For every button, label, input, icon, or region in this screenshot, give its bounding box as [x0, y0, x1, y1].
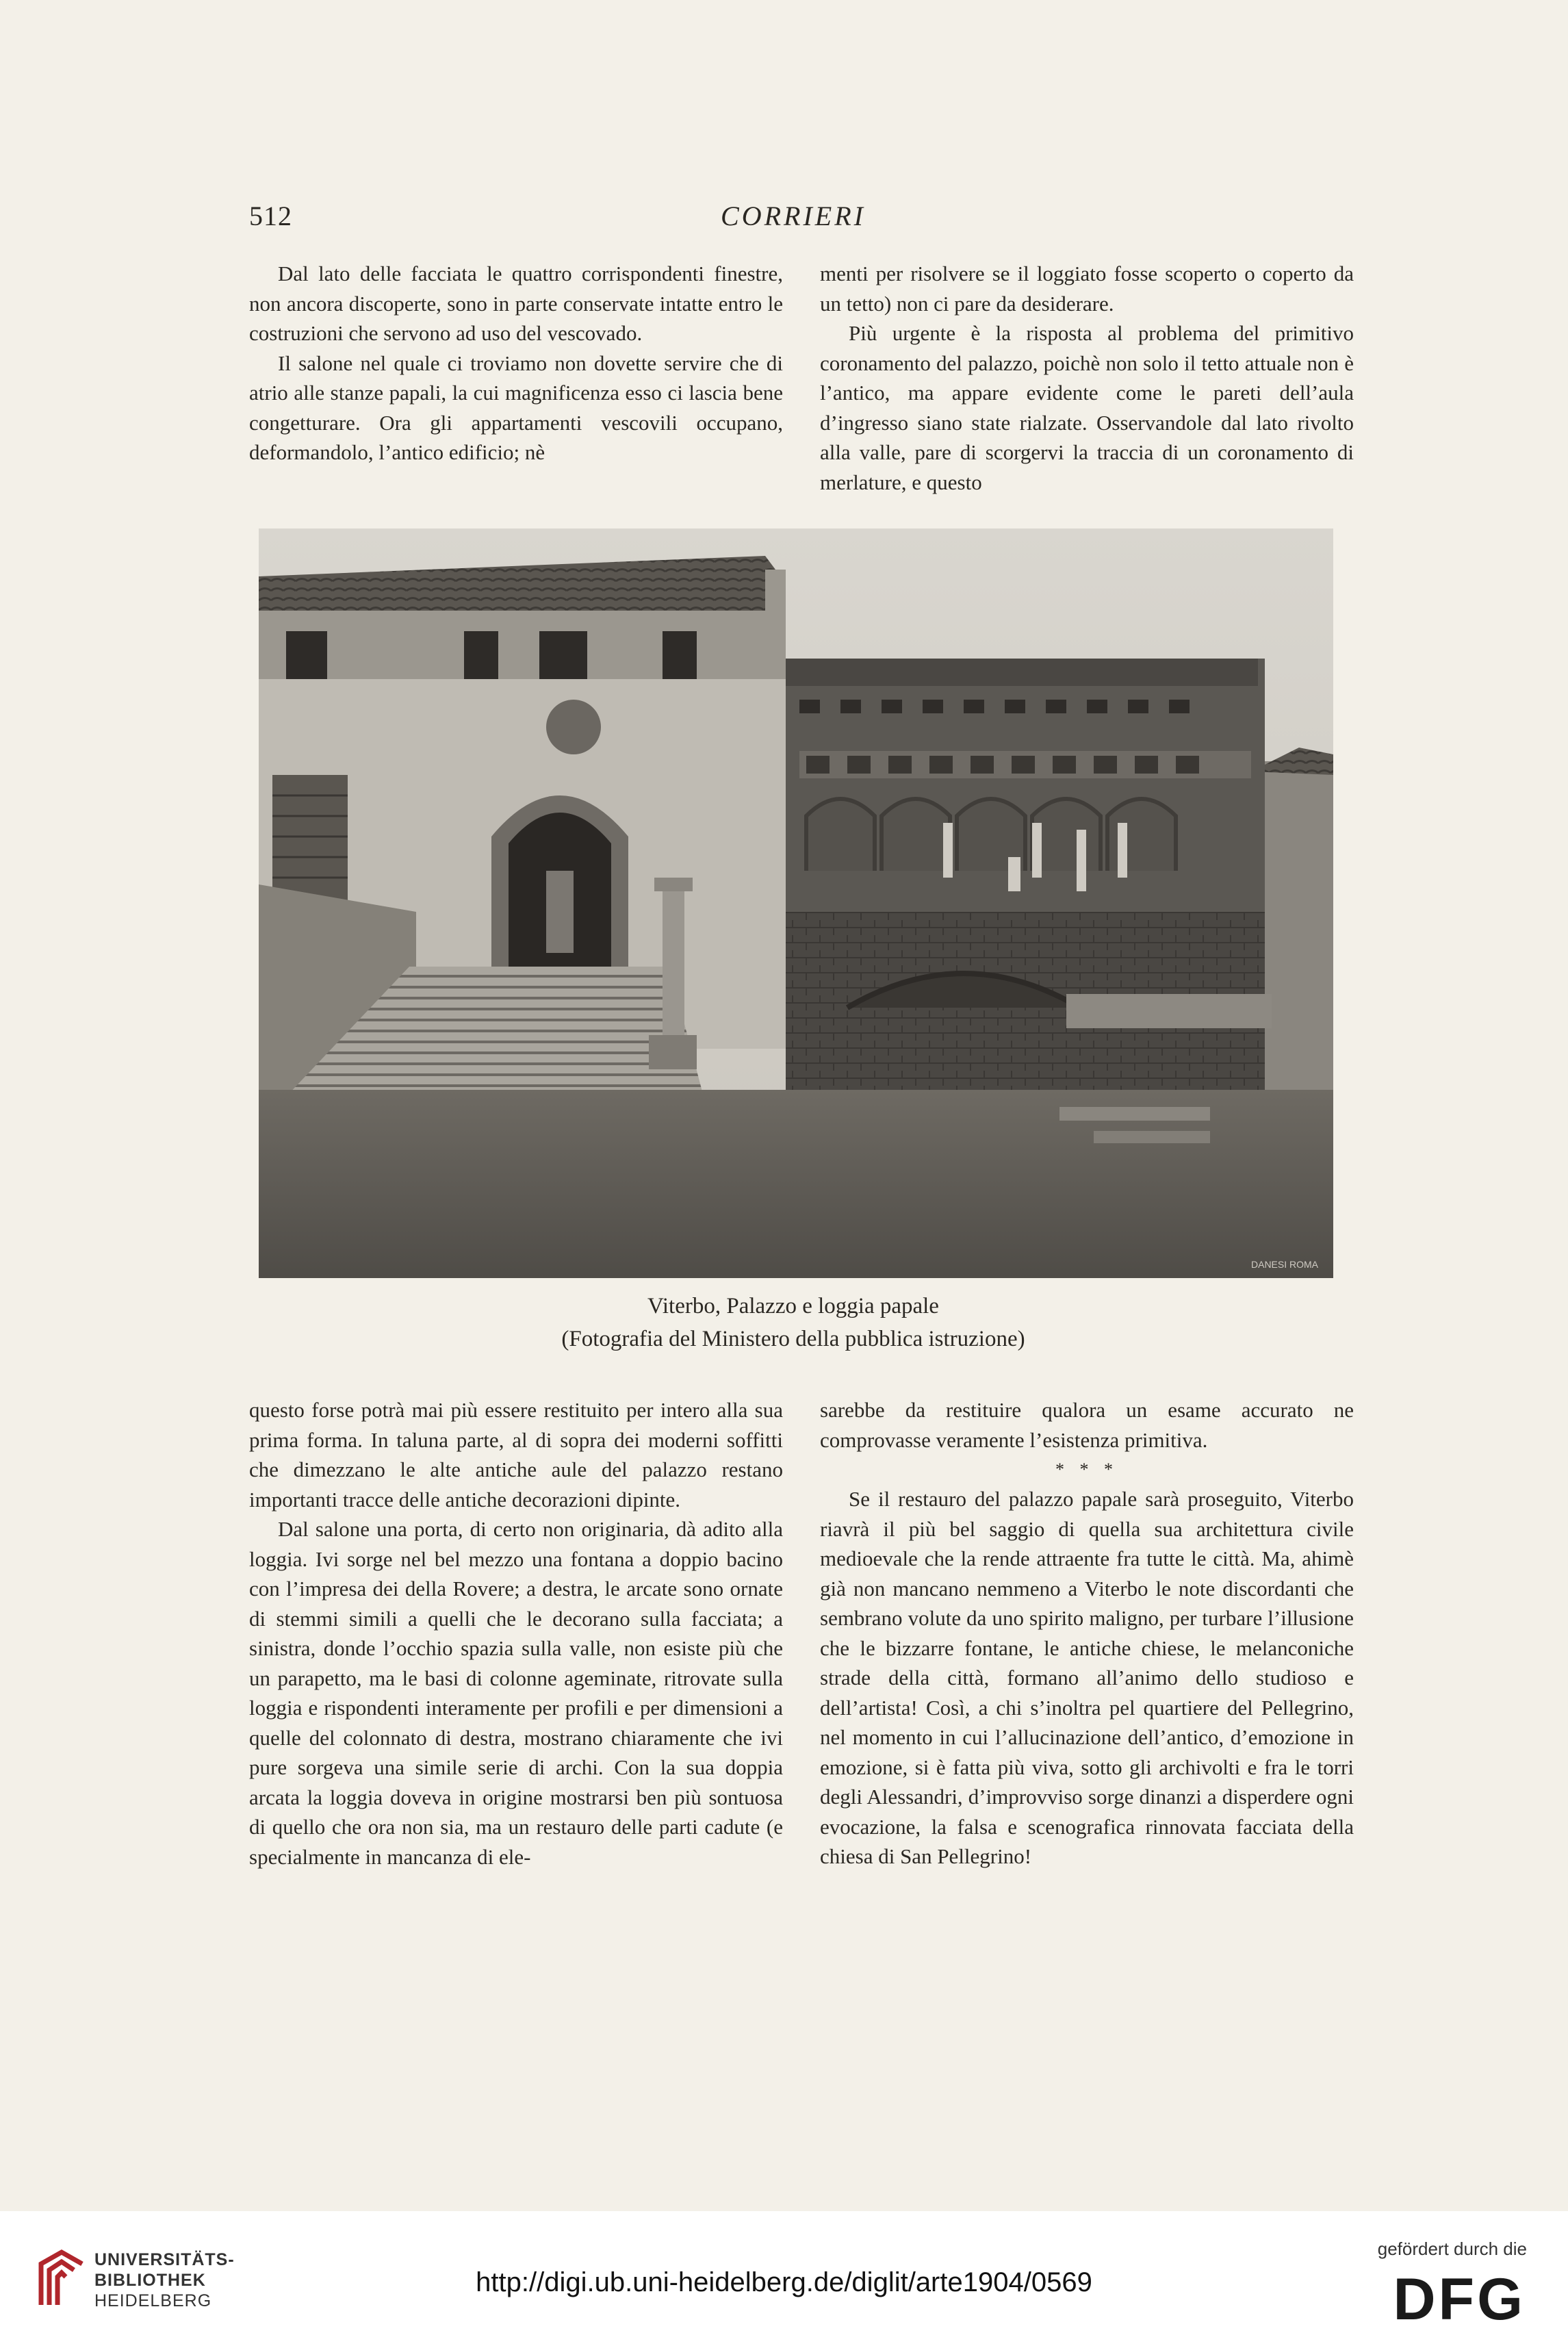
column-bottom-right: [820, 1395, 1354, 1872]
column-top-left: [249, 259, 783, 468]
caption-title: Viterbo, Palazzo e loggia papale: [647, 1294, 939, 1318]
photo-credit: DANESI ROMA: [1251, 1259, 1319, 1270]
paragraph: Dal salone una porta, di certo non originaria, dà adito alla loggia. Ivi sorge nel bel mezzo una fontana a doppio bacino con l’impresa dei della Rovere; a destra, le arcate sono ornate di stemmi simili a quelli che le decorano sulla facciata; a sinistra, donde l’occhio spazia sulla valle, non esiste più che un parapetto, ma le basi di colonne ageminate, ritrovate sulla loggia e rispondenti interamente per profili e per dimensioni a quelle del colonnato di destra, mostrano chiaramente che ivi pure sorgeva una simile serie di archi. Con la sua doppia arcata la loggia doveva in origine mostrarsi ben più sontuosa di quello che ora non sia, ma un restauro delle parti cadute (e specialmente in mancanza di ele-: [249, 1517, 783, 1869]
dfg-logo: DFG: [1393, 2267, 1526, 2332]
digitization-footer: [0, 2211, 1568, 2346]
library-name-line: BIBLIOTHEK: [94, 2271, 206, 2290]
funding-text: gefördert durch die: [1377, 2239, 1527, 2259]
permalink-url[interactable]: http://digi.ub.uni-heidelberg.de/diglit/arte1904/0569: [476, 2267, 1092, 2297]
paragraph: sarebbe da restituire qualora un esame accurato ne comprovasse veramente l’esistenza primitiva.: [820, 1398, 1354, 1452]
library-name-line: UNIVERSITÄTS-: [94, 2250, 235, 2269]
paragraph: Il salone nel quale ci troviamo non dovette servire che di atrio alle stanze papali, la cui magnificenza esso ci lascia bene congetturare. Ora gli appartamenti vescovili occupano, deformandolo, l’antico edificio; nè: [249, 350, 783, 464]
paragraph: questo forse potrà mai più essere restituito per intero alla sua prima forma. In taluna parte, al di sopra dei moderni soffitti che dimezzano le alte antiche aule del palazzo restano importanti tracce delle antiche decorazioni dipinte.: [249, 1398, 783, 1512]
section-separator: * * *: [1055, 1459, 1118, 1479]
column-bottom-left: [249, 1395, 783, 1872]
running-title: CORRIERI: [721, 201, 866, 231]
column-top-right: [820, 259, 1354, 497]
page-header: [249, 200, 1337, 241]
paragraph: Più urgente è la risposta al problema del primitivo coronamento del palazzo, poichè non solo il tetto attuale non è l’antico, ma appare evidente come le pareti dell’aula d’ingresso siano state rialzate. Osservandole dal lato rivolto alla valle, pare di scorgervi la traccia di un coronamento di merlature, e questo: [820, 321, 1354, 494]
library-name-line: HEIDELBERG: [94, 2291, 212, 2310]
caption-credit: (Fotografia del Ministero della pubblica istruzione): [561, 1327, 1025, 1351]
paragraph: menti per risolvere se il loggiato fosse scoperto o coperto da un tetto) non ci pare da desiderare.: [820, 262, 1354, 316]
paragraph: Se il restauro del palazzo papale sarà proseguito, Viterbo riavrà il più bel saggio di quella sua architettura civile medioevale che la rende attraente fra tutte le città. Ma, ahimè già non mancano nemmeno a Viterbo le note discordanti che sembrano volute da uno spirito maligno, per turbare l’illusione che le bizzarre fontane, le antiche chiese, le melanconiche strade della città, formano all’animo dello studioso e dell’artista! Così, a chi s’inoltra pel quartiere del Pellegrino, nel momento in cui l’allucinazione dell’antico, d’emozione in emozione, si è fatta più viva, sotto gli archivolti e fra le torri degli Alessandri, d’improvviso sorge dinanzi a disperdere ogni evocazione, la falsa e scenografica rinnovata facciata della chiesa di San Pellegrino!: [820, 1487, 1354, 1868]
page-number: 512: [249, 201, 292, 231]
paragraph: Dal lato delle facciata le quattro corrispondenti finestre, non ancora discoperte, sono in parte conservate intatte entro le costruzioni che servono ad uso del vescovado.: [249, 262, 783, 345]
photograph-palazzo-papale: [259, 528, 1333, 1278]
